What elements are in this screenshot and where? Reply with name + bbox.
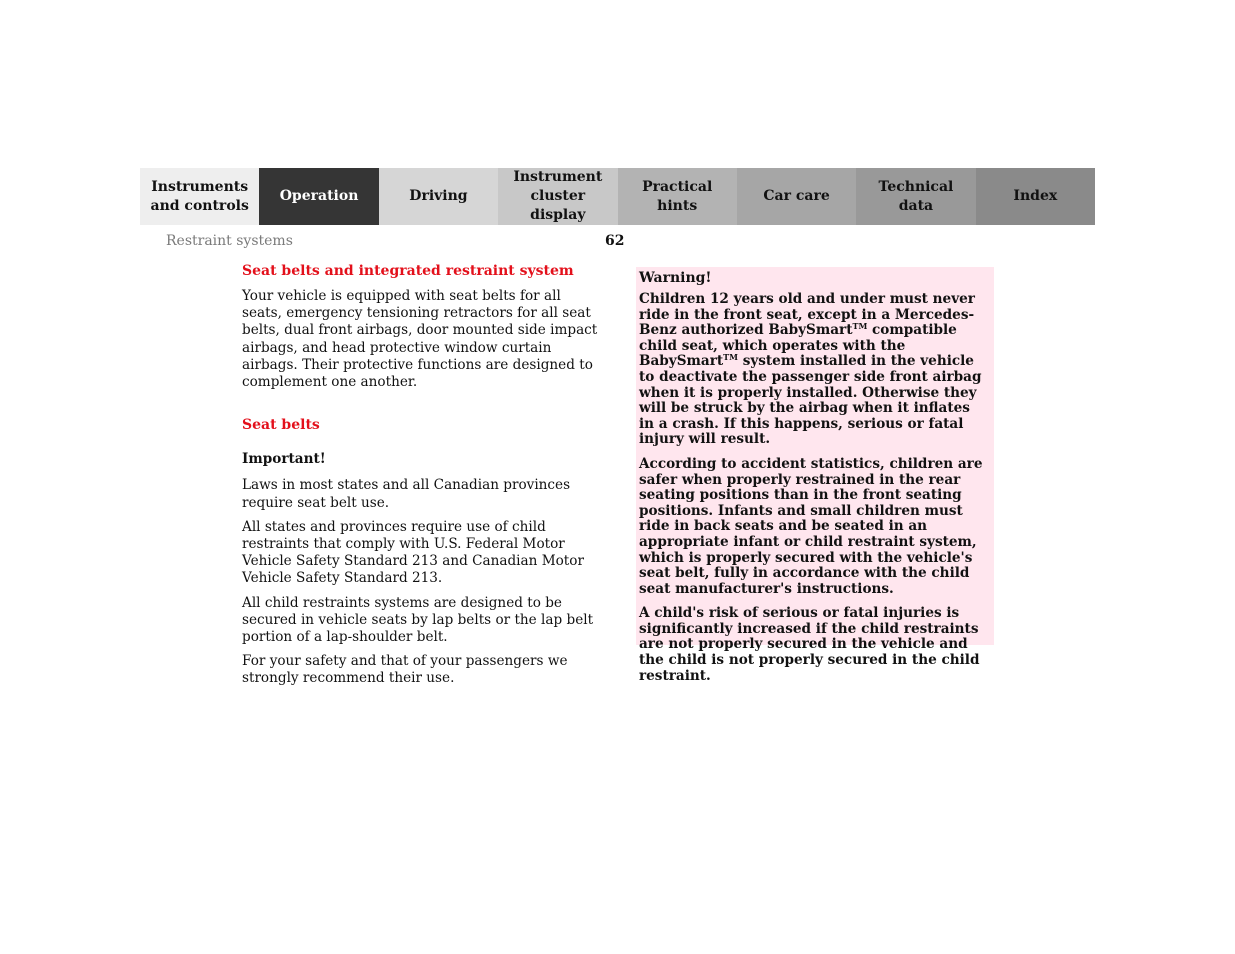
tab-driving[interactable]: Driving: [379, 168, 498, 225]
important-label: Important!: [242, 451, 326, 468]
tab-practical-hints[interactable]: Practical hints: [618, 168, 737, 225]
section-tab-bar: [140, 168, 1095, 225]
intro-paragraph: Your vehicle is equipped with seat belts for all seats, emergency tensioning retractors for all seat belts, dual front airbags, door mounted side impact airbags, and head protective window curtain airbags. Their protective functions are designed to complement one another.: [242, 288, 598, 391]
warning-title: Warning!: [639, 270, 712, 286]
tab-operation[interactable]: Operation: [259, 168, 378, 225]
heading-seat-belts: Seat belts: [242, 417, 320, 434]
paragraph-laws: Laws in most states and all Canadian provinces require seat belt use.: [242, 477, 571, 511]
tab-car-care[interactable]: Car care: [737, 168, 856, 225]
tab-instruments-and-controls[interactable]: Instruments and controls: [140, 168, 259, 225]
trademark-mark: TM: [723, 352, 738, 363]
warning-text-part-b: compatible child seat, which operates with the BabySmart: [639, 322, 957, 370]
paragraph-child-restraints-standards: All states and provinces require use of child restraints that comply with U.S. Federal Motor Vehicle Safety Standard 213 and Canadian Motor Vehicle Safety Standard 213.: [242, 518, 584, 587]
warning-paragraph-statistics: According to accident statistics, children are safer when properly restrained in the rear seating positions than in the front seating positions. Infants and small children must ride in back seats and be seated in an appropriate infant or child restraint system, which is properly secured with the vehicle's seat belt, fully in accordance with the child seat manufacturer's instructions.: [639, 455, 983, 597]
paragraph-child-restraints-secured: All child restraints systems are designed to be secured in vehicle seats by lap belts or the lap belt portion of a lap-shoulder belt.: [242, 594, 594, 646]
section-title: Restraint systems: [166, 233, 293, 249]
heading-seat-belts-restraint-system: Seat belts and integrated restraint system: [242, 263, 574, 279]
warning-box: [636, 267, 994, 684]
warning-paragraph-risk: A child's risk of serious or fatal injuries is significantly increased if the child restraints are not properly secured in the vehicle and the child is not properly secured in the child restraint.: [639, 605, 980, 684]
warning-text-part-c: system installed in the vehicle to deactivate the passenger side front airbag when it is properly installed. Otherwise they will be struck by the airbag when it inflates in a crash. If this happens, serious or fatal injury will result.: [639, 353, 982, 448]
warning-text-part-a: Children 12 years old and under must never ride in the front seat, except in a Mercedes-Benz authorized BabySmart: [639, 291, 975, 339]
trademark-mark: TM: [852, 321, 868, 332]
main-text-column: [242, 262, 604, 695]
page-number: 62: [605, 233, 625, 249]
tab-index[interactable]: Index: [976, 168, 1095, 225]
warning-paragraph-front-seat: [639, 292, 988, 448]
tab-technical-data[interactable]: Technical data: [856, 168, 975, 225]
tab-instrument-cluster-display[interactable]: Instrument cluster display: [498, 168, 617, 225]
paragraph-recommendation: For your safety and that of your passengers we strongly recommend their use.: [242, 653, 568, 687]
